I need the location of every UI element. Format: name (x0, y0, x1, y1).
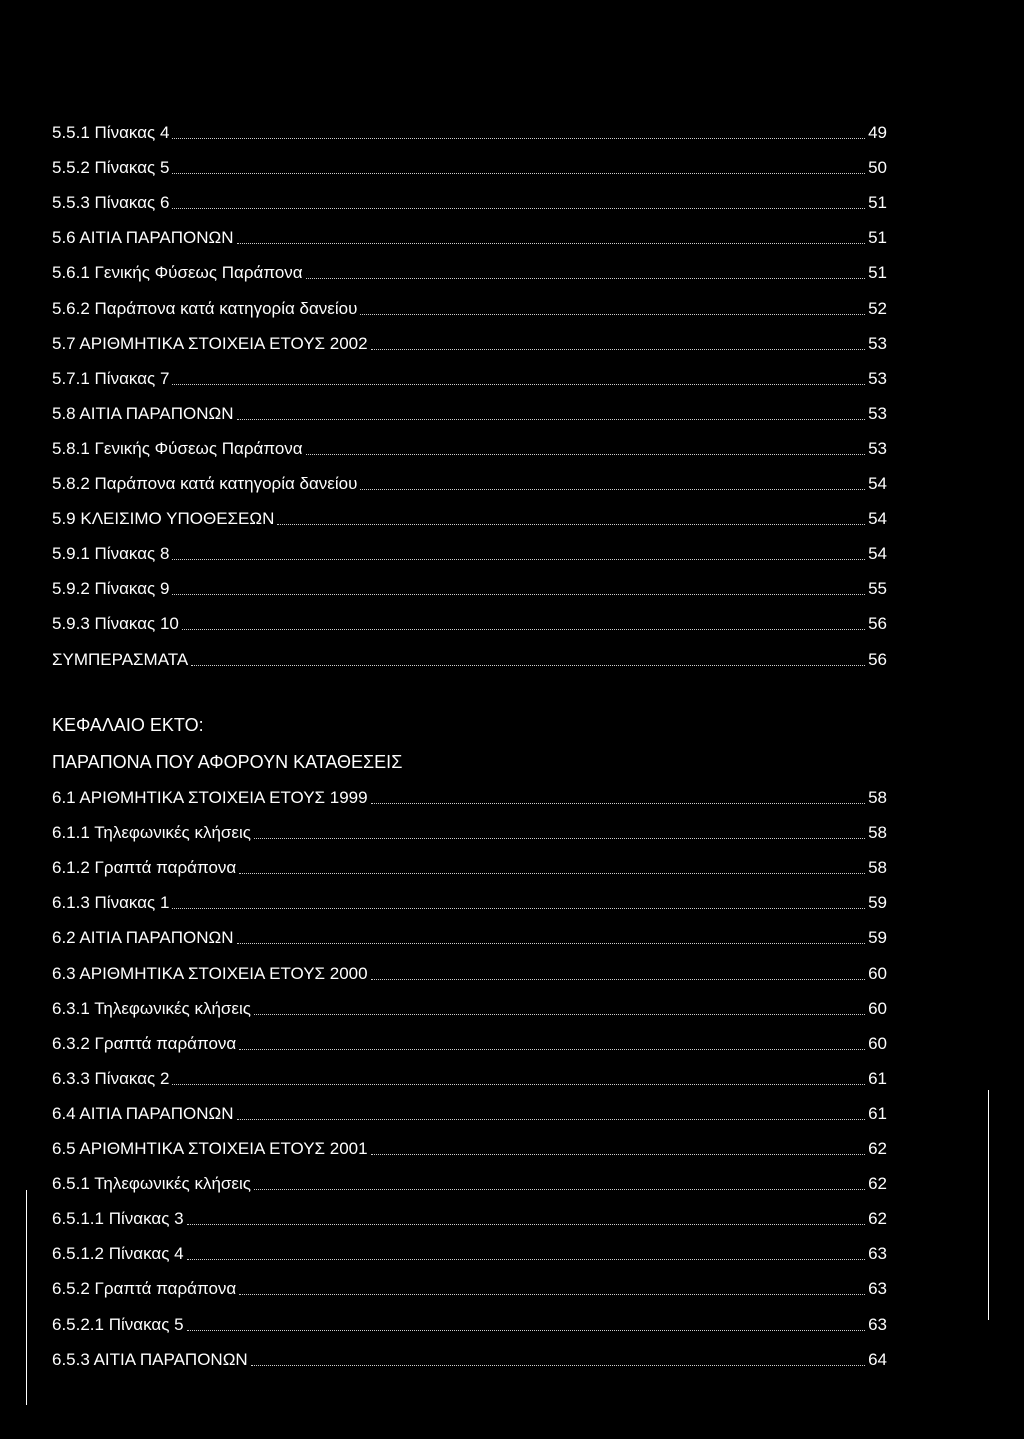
dot-leader (254, 1013, 865, 1015)
toc-entry-label: 6.5.3 ΑΙΤΙΑ ΠΑΡΑΠΟΝΩΝ (52, 1349, 248, 1369)
toc-entry-label: 5.9.2 Πίνακας 9 (52, 579, 170, 599)
toc-entry (52, 986, 887, 1021)
toc-entry-page: 50 (868, 158, 887, 178)
toc-entry-page: 60 (868, 963, 887, 983)
toc-entry-label: 5.7 ΑΡΙΘΜΗΤΙΚΑ ΣΤΟΙΧΕΙΑ ΕΤΟΥΣ 2002 (52, 333, 368, 353)
toc-entry-page: 63 (868, 1279, 887, 1299)
dot-leader (187, 1258, 865, 1260)
toc-entry-label: 6.5.1.2 Πίνακας 4 (52, 1244, 184, 1264)
toc-entry-label: 6.5 ΑΡΙΘΜΗΤΙΚΑ ΣΤΟΙΧΕΙΑ ΕΤΟΥΣ 2001 (52, 1139, 368, 1159)
dot-leader (237, 1118, 866, 1120)
toc-entry (52, 1056, 887, 1091)
dot-leader (254, 837, 865, 839)
toc-entry-label: 6.1.1 Τηλεφωνικές κλήσεις (52, 823, 251, 843)
toc-entry (52, 285, 887, 320)
toc-entry (52, 775, 887, 810)
toc-entry-page: 53 (868, 368, 887, 388)
toc-entry (52, 180, 887, 215)
toc-entry (52, 461, 887, 496)
toc-entry-page: 62 (868, 1139, 887, 1159)
toc-entry-label: 6.3 ΑΡΙΘΜΗΤΙΚΑ ΣΤΟΙΧΕΙΑ ΕΤΟΥΣ 2000 (52, 963, 368, 983)
toc-entry (52, 145, 887, 180)
toc-entry-label: 5.8.2 Παράπονα κατά κατηγορία δανείου (52, 474, 358, 494)
dot-leader (306, 277, 865, 279)
dot-leader (360, 488, 865, 490)
toc-entry (52, 391, 887, 426)
toc-entry-label: 6.5.1 Τηλεφωνικές κλήσεις (52, 1174, 251, 1194)
toc-entry (52, 356, 887, 391)
toc-entry-label: 5.8.1 Γενικής Φύσεως Παράπονα (52, 438, 303, 458)
toc-entry-label: 6.5.1.1 Πίνακας 3 (52, 1209, 184, 1229)
scan-edge-line-right (988, 1090, 989, 1320)
toc-entry (52, 636, 887, 671)
toc-entry-label: 5.5.1 Πίνακας 4 (52, 123, 170, 143)
dot-leader (371, 1153, 865, 1155)
toc-entry-label: 5.8 ΑΙΤΙΑ ΠΑΡΑΠΟΝΩΝ (52, 403, 234, 423)
toc-entry-page: 62 (868, 1174, 887, 1194)
toc-entry-label: 6.4 ΑΙΤΙΑ ΠΑΡΑΠΟΝΩΝ (52, 1103, 234, 1123)
toc-entry-label: 6.1 ΑΡΙΘΜΗΤΙΚΑ ΣΤΟΙΧΕΙΑ ΕΤΟΥΣ 1999 (52, 788, 368, 808)
toc-entry-label: 6.2 ΑΙΤΙΑ ΠΑΡΑΠΟΝΩΝ (52, 928, 234, 948)
toc-entry (52, 566, 887, 601)
dot-leader (239, 872, 865, 874)
dot-leader (251, 1364, 865, 1366)
toc-entry (52, 110, 887, 145)
toc-entry-page: 55 (868, 579, 887, 599)
toc-entry-page: 58 (868, 823, 887, 843)
dot-leader (277, 523, 865, 525)
toc-entry (52, 426, 887, 461)
dot-leader (191, 664, 865, 666)
toc-entry (52, 880, 887, 915)
toc-entry-label: 6.3.3 Πίνακας 2 (52, 1068, 170, 1088)
toc-entry-page: 58 (868, 858, 887, 878)
toc-entry-label: 6.1.2 Γραπτά παράπονα (52, 858, 237, 878)
dot-leader (172, 593, 865, 595)
toc-entry-label: 5.5.3 Πίνακας 6 (52, 193, 170, 213)
dot-leader (172, 207, 865, 209)
toc-entry-page: 51 (868, 228, 887, 248)
toc-entry-label: 5.5.2 Πίνακας 5 (52, 158, 170, 178)
dot-leader (237, 418, 866, 420)
toc-entry-label: 5.9 ΚΛΕΙΣΙΜΟ ΥΠΟΘΕΣΕΩΝ (52, 509, 275, 529)
toc-entry-label: 5.7.1 Πίνακας 7 (52, 368, 170, 388)
toc-entry (52, 1301, 887, 1336)
toc-entry-page: 53 (868, 438, 887, 458)
toc-entry-page: 61 (868, 1103, 887, 1123)
toc-entry (52, 1266, 887, 1301)
toc-entry (52, 601, 887, 636)
dot-leader (237, 242, 866, 244)
toc-entry-page: 59 (868, 928, 887, 948)
toc-entry (52, 1196, 887, 1231)
scan-edge-line-left (26, 1190, 27, 1405)
toc-entry-page: 58 (868, 788, 887, 808)
toc-entry-label: 5.6.2 Παράπονα κατά κατηγορία δανείου (52, 298, 358, 318)
toc-section-5 (52, 110, 887, 672)
dot-leader (187, 1223, 865, 1225)
toc-entry-page: 54 (868, 474, 887, 494)
dot-leader (360, 313, 865, 315)
toc-entry-page: 62 (868, 1209, 887, 1229)
dot-leader (371, 348, 865, 350)
dot-leader (182, 628, 865, 630)
toc-entry (52, 496, 887, 531)
toc-entry-page: 51 (868, 263, 887, 283)
toc-entry (52, 1337, 887, 1372)
toc-entry-page: 54 (868, 509, 887, 529)
toc-entry-label: 6.5.2 Γραπτά παράπονα (52, 1279, 237, 1299)
dot-leader (172, 558, 865, 560)
toc-entry (52, 1091, 887, 1126)
toc-entry-page: 54 (868, 544, 887, 564)
toc-section-6 (52, 775, 887, 1372)
dot-leader (239, 1048, 865, 1050)
toc-entry (52, 531, 887, 566)
toc-entry-page: 56 (868, 614, 887, 634)
toc-entry-page: 63 (868, 1314, 887, 1334)
toc-entry-label: 5.6 ΑΙΤΙΑ ΠΑΡΑΠΟΝΩΝ (52, 228, 234, 248)
dot-leader (371, 978, 865, 980)
toc-entry-page: 56 (868, 649, 887, 669)
toc-entry (52, 1126, 887, 1161)
toc-entry-label: 6.3.1 Τηλεφωνικές κλήσεις (52, 998, 251, 1018)
toc-entry-label: 6.1.3 Πίνακας 1 (52, 893, 170, 913)
toc-entry-page: 53 (868, 403, 887, 423)
toc-entry (52, 250, 887, 285)
toc-entry-label: ΣΥΜΠΕΡΑΣΜΑΤΑ (52, 649, 189, 669)
toc-entry (52, 845, 887, 880)
chapter-heading: ΚΕΦΑΛΑΙΟ ΕΚΤΟ: (52, 715, 204, 735)
toc-entry-page: 61 (868, 1068, 887, 1088)
dot-leader (306, 453, 865, 455)
toc-entry-page: 51 (868, 193, 887, 213)
toc-entry-page: 60 (868, 998, 887, 1018)
dot-leader (239, 1293, 865, 1295)
toc-entry-page: 53 (868, 333, 887, 353)
toc-entry-label: 5.9.3 Πίνακας 10 (52, 614, 179, 634)
toc-entry-page: 49 (868, 123, 887, 143)
toc-entry-page: 59 (868, 893, 887, 913)
dot-leader (254, 1188, 865, 1190)
dot-leader (172, 172, 865, 174)
chapter-subheading: ΠΑΡΑΠΟΝΑ ΠΟΥ ΑΦΟΡΟΥΝ ΚΑΤΑΘΕΣΕΙΣ (52, 752, 403, 772)
toc-entry-label: 6.5.2.1 Πίνακας 5 (52, 1314, 184, 1334)
dot-leader (371, 802, 865, 804)
toc-entry-page: 63 (868, 1244, 887, 1264)
toc-entry (52, 950, 887, 985)
dot-leader (187, 1329, 865, 1331)
dot-leader (172, 1083, 865, 1085)
dot-leader (237, 942, 866, 944)
dot-leader (172, 907, 865, 909)
toc-entry (52, 215, 887, 250)
toc-entry (52, 1231, 887, 1266)
dot-leader (172, 383, 865, 385)
dot-leader (172, 137, 865, 139)
toc-entry-label: 5.9.1 Πίνακας 8 (52, 544, 170, 564)
toc-entry-page: 64 (868, 1349, 887, 1369)
toc-entry-page: 60 (868, 1033, 887, 1053)
toc-entry (52, 1161, 887, 1196)
toc-entry-label: 6.3.2 Γραπτά παράπονα (52, 1033, 237, 1053)
toc-entry (52, 1021, 887, 1056)
toc-entry-page: 52 (868, 298, 887, 318)
toc-entry (52, 915, 887, 950)
chapter-heading-block (52, 700, 402, 774)
toc-entry (52, 321, 887, 356)
toc-entry (52, 810, 887, 845)
toc-entry-label: 5.6.1 Γενικής Φύσεως Παράπονα (52, 263, 303, 283)
